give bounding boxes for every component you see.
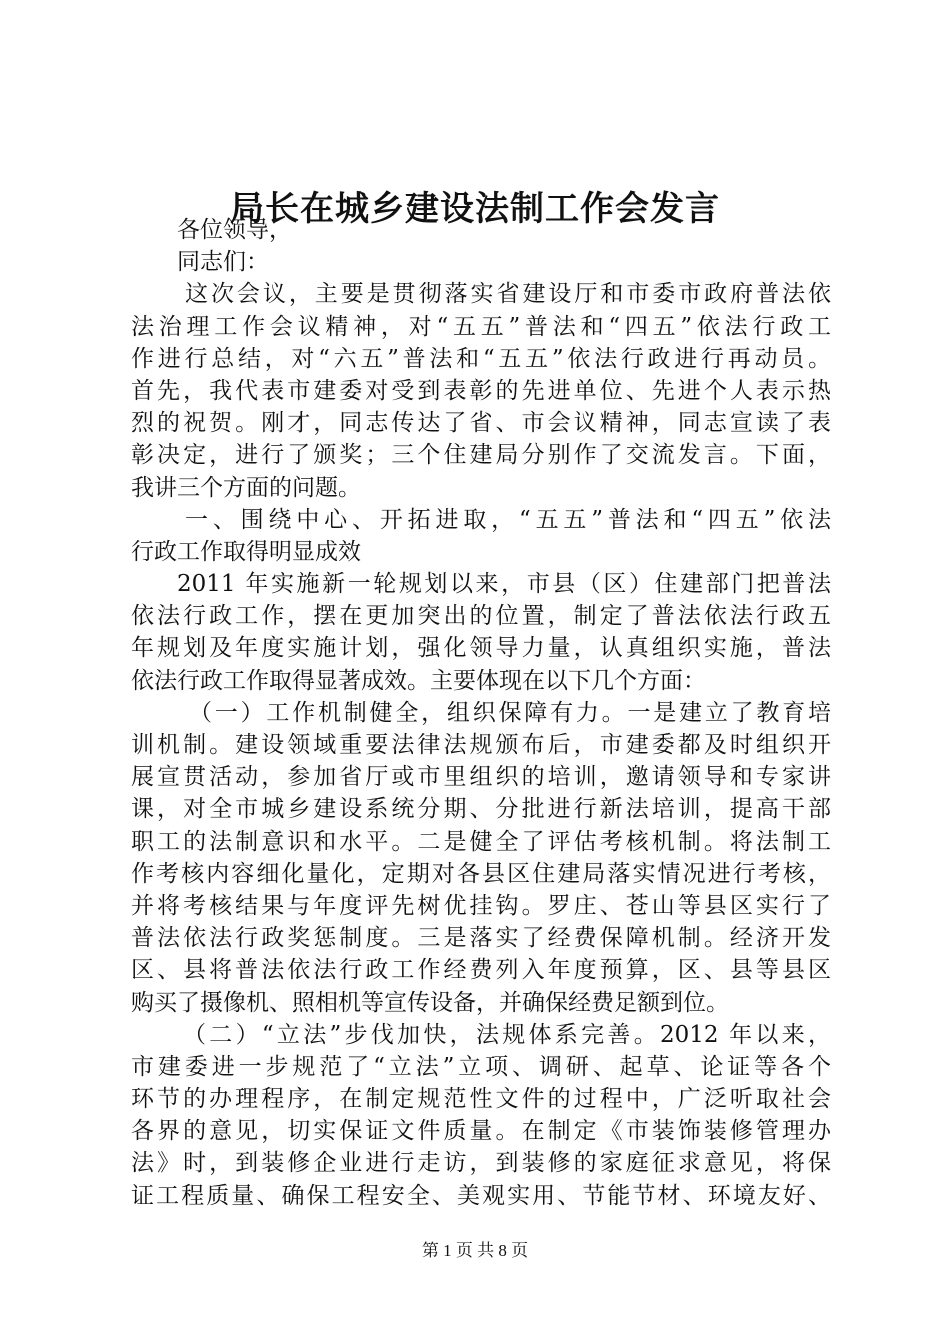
- paragraph-line: 首先，我代表市建委对受到表彰的先进单位、先进个人表示热: [131, 377, 831, 404]
- salutation-comrades: 同志们：: [177, 249, 269, 276]
- paragraph-line: 课，对全市城乡建设系统分期、分批进行新法培训，提高干部: [131, 796, 831, 823]
- paragraph-line: 区、县将普法依法行政工作经费列入年度预算，区、县等县区: [131, 957, 831, 984]
- paragraph-line: 购买了摄像机、照相机等宣传设备，并确保经费足额到位。: [131, 989, 729, 1016]
- paragraph-line: 职工的法制意识和水平。二是健全了评估考核机制。将法制工: [131, 828, 831, 855]
- salutation-leaders: 各位领导，: [177, 217, 292, 243]
- paragraph-line: 法》时，到装修企业进行走访，到装修的家庭征求意见，将保: [131, 1150, 831, 1177]
- paragraph-line: 这次会议，主要是贯彻落实省建设厅和市委市政府普法依: [185, 281, 831, 308]
- paragraph-line: （一）工作机制健全，组织保障有力。一是建立了教育培: [189, 699, 831, 726]
- section-heading-line: 行政工作取得明显成效: [131, 538, 361, 565]
- document-title: 局长在城乡建设法制工作会发言: [230, 189, 720, 229]
- paragraph-line: 我讲三个方面的问题。: [131, 474, 361, 501]
- paragraph-line: 作考核内容细化量化，定期对各县区住建局落实情况进行考核，: [131, 860, 831, 887]
- paragraph-line: 各界的意见，切实保证文件质量。在制定《市装饰装修管理办: [131, 1118, 831, 1145]
- paragraph-line: 作进行总结，对“六五”普法和“五五”依法行政进行再动员。: [131, 345, 831, 372]
- document-body: [131, 214, 831, 1212]
- page-number-footer: 第 1 页 共 8 页: [421, 1241, 529, 1260]
- paragraph-line: 2011 年实施新一轮规划以来，市县（区）住建部门把普法: [177, 571, 831, 598]
- paragraph-line: 并将考核结果与年度评先树优挂钩。罗庄、苍山等县区实行了: [131, 892, 831, 919]
- paragraph-line: 彰决定，进行了颁奖；三个住建局分别作了交流发言。下面，: [131, 442, 831, 469]
- paragraph-line: 普法依法行政奖惩制度。三是落实了经费保障机制。经济开发: [131, 925, 831, 952]
- paragraph-line: 训机制。建设领域重要法律法规颁布后，市建委都及时组织开: [131, 732, 831, 758]
- paragraph-line: （二）“立法”步伐加快，法规体系完善。2012 年以来，: [183, 1021, 831, 1048]
- paragraph-line: 年规划及年度实施计划，强化领导力量，认真组织实施，普法: [131, 635, 831, 662]
- paragraph-line: 依法行政工作，摆在更加突出的位置，制定了普法依法行政五: [131, 603, 831, 630]
- paragraph-line: 展宣贯活动，参加省厅或市里组织的培训，邀请领导和专家讲: [131, 764, 831, 791]
- paragraph-line: 依法行政工作取得显著成效。主要体现在以下几个方面：: [131, 667, 706, 694]
- paragraph-line: 环节的办理程序，在制定规范性文件的过程中，广泛听取社会: [131, 1086, 831, 1113]
- paragraph-line: 法治理工作会议精神，对“五五”普法和“四五”依法行政工: [131, 313, 831, 340]
- paragraph-line: 烈的祝贺。刚才，同志传达了省、市会议精神，同志宣读了表: [131, 410, 831, 437]
- paragraph-line: 证工程质量、确保工程安全、美观实用、节能节材、环境友好、: [131, 1182, 831, 1209]
- paragraph-line: 市建委进一步规范了“立法”立项、调研、起草、论证等各个: [131, 1053, 831, 1080]
- section-heading-line: 一、围绕中心、开拓进取，“五五”普法和“四五”依法: [185, 506, 831, 533]
